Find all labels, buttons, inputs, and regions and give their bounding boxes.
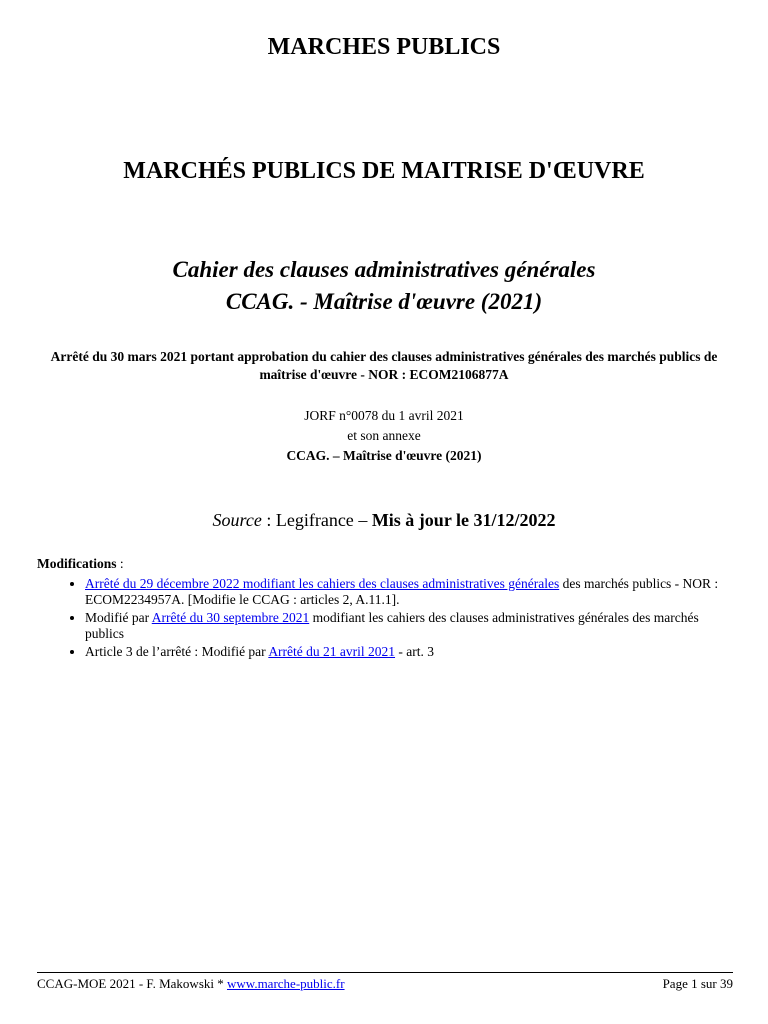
source-separator: : [261,510,276,530]
source-label: Source [212,510,262,530]
list-item [85,644,727,660]
list-item-text: - art. 3 [395,644,435,659]
list-item-text: des marchés publics - NOR : ECOM2234957A. [Modifie le CCAG : articles 2, A.11.1]. [85,576,719,607]
footer-author: CCAG-MOE 2021 - F. Makowski * [37,976,227,991]
arrete-heading: Arrêté du 30 mars 2021 portant approbation du cahier des clauses administratives générales des marchés publics de maîtrise d'œuvre - NOR : ECOM2106877A [50,349,718,382]
modifications-title-suffix: : [116,556,124,571]
page-subtitle: MARCHÉS PUBLICS DE MAITRISE D'ŒUVRE [123,158,645,184]
list-item [85,576,727,608]
jorf-line3: CCAG. – Maîtrise d'œuvre (2021) [286,448,482,463]
list-item-text: Article 3 de l’arrêté : Modifié par [85,644,269,659]
page-title: MARCHES PUBLICS [267,34,501,60]
source-line [0,510,768,531]
page-number: Page 1 sur 39 [662,976,733,991]
arrete-21-avril-2021-link[interactable]: Arrêté du 21 avril 2021 [268,644,396,659]
modifications-list [37,576,727,660]
jorf-line2: et son annexe [347,428,421,443]
document-title [0,254,768,318]
list-item-text: Modifié par [85,610,152,625]
modifications-title: Modifications [37,556,117,571]
footer-website-link[interactable]: www.marche-public.fr [227,976,345,991]
modifications-section [37,556,727,662]
jorf-reference [0,406,768,466]
jorf-line1: JORF n°0078 du 1 avril 2021 [304,408,464,423]
source-dash: – [353,510,372,530]
source-value: Legifrance [275,510,354,530]
footer-divider [37,972,733,973]
list-item-text: modifiant les cahiers des clauses administratives générales des marchés publics [85,610,699,641]
modifications-heading [37,556,727,572]
document-title-line1: Cahier des clauses administratives générales [172,257,596,282]
arrete-29-decembre-2022-link[interactable]: Arrêté du 29 décembre 2022 modifiant les cahiers des clauses administratives générales [85,576,560,591]
arrete-30-septembre-2021-link[interactable]: Arrêté du 30 septembre 2021 [151,610,310,625]
document-title-line2: CCAG. - Maîtrise d'œuvre (2021) [225,289,543,314]
update-date: Mis à jour le 31/12/2022 [371,510,556,530]
page-footer [37,976,733,992]
list-item [85,610,727,642]
